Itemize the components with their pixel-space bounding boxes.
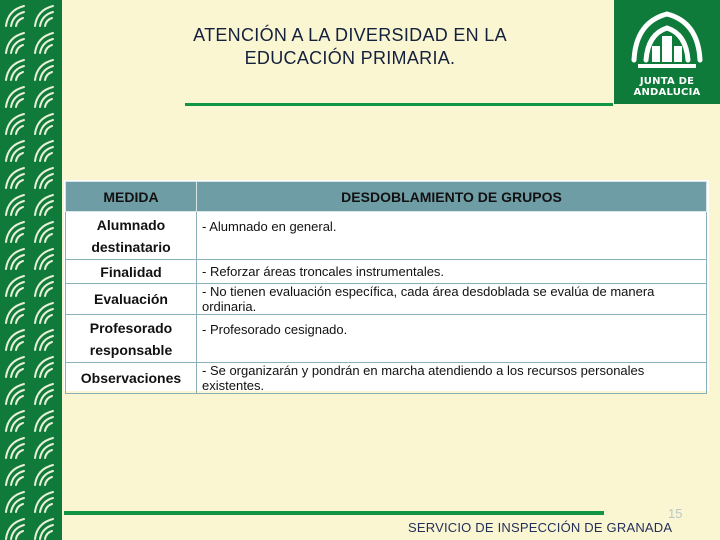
- header-medida: MEDIDA: [66, 182, 197, 212]
- title-divider: [185, 103, 613, 106]
- leaf-motif-icon: [35, 33, 53, 53]
- leaf-motif-icon: [35, 249, 53, 269]
- leaf-motif-icon: [6, 195, 24, 215]
- leaf-motif-icon: [6, 492, 24, 512]
- leaf-motif-icon: [35, 357, 53, 377]
- leaf-motif-icon: [6, 276, 24, 296]
- leaf-motif-icon: [35, 384, 53, 404]
- label-line: responsable: [89, 341, 173, 358]
- row-value-observaciones: - Se organizarán y pondrán en marcha atendiendo a los recursos personales existentes.: [197, 363, 707, 394]
- row-label-profesorado: [66, 315, 197, 363]
- table-header-row: [66, 182, 707, 212]
- leaf-motif-icon: [35, 303, 53, 323]
- label-line: Profesorado: [89, 319, 173, 336]
- row-label-alumnado: [66, 212, 197, 260]
- leaf-pattern: [0, 0, 62, 540]
- leaf-motif-icon: [6, 87, 24, 107]
- leaf-motif-icon: [35, 492, 53, 512]
- logo-text: JUNTA DE ANDALUCIA: [633, 76, 701, 98]
- row-value-evaluacion: - No tienen evaluación específica, cada área desdoblada se evalúa de manera ordinaria.: [197, 284, 707, 315]
- leaf-motif-icon: [6, 411, 24, 431]
- footer-divider: [64, 511, 604, 515]
- leaf-motif-icon: [6, 168, 24, 188]
- row-label-observaciones: Observaciones: [66, 363, 197, 394]
- leaf-motif-icon: [6, 60, 24, 80]
- leaf-motif-icon: [6, 330, 24, 350]
- left-decorative-band: [0, 0, 62, 540]
- page-number: 15: [668, 506, 683, 521]
- table-row: [66, 363, 707, 394]
- row-label-evaluacion: Evaluación: [66, 284, 197, 315]
- leaf-motif-icon: [6, 465, 24, 485]
- row-value-profesorado: - Profesorado cesignado.: [197, 315, 707, 363]
- leaf-motif-icon: [6, 519, 24, 539]
- leaf-motif-icon: [35, 168, 53, 188]
- leaf-motif-icon: [35, 114, 53, 134]
- table-row: [66, 260, 707, 284]
- row-value-alumnado: - Alumnado en general.: [197, 212, 707, 260]
- measure-table: [65, 181, 707, 394]
- leaf-motif-icon: [35, 195, 53, 215]
- leaf-motif-icon: [6, 438, 24, 458]
- table-row: [66, 315, 707, 363]
- leaf-motif-icon: [6, 222, 24, 242]
- leaf-motif-icon: [35, 60, 53, 80]
- label-line: Alumnado: [96, 216, 166, 233]
- leaf-motif-icon: [6, 249, 24, 269]
- leaf-motif-icon: [35, 276, 53, 296]
- page-title: [150, 24, 550, 70]
- leaf-motif-icon: [35, 6, 53, 26]
- leaf-motif-icon: [35, 87, 53, 107]
- leaf-motif-icon: [6, 114, 24, 134]
- title-line-1: ATENCIÓN A LA DIVERSIDAD EN LA: [193, 25, 507, 45]
- footer-text: SERVICIO DE INSPECCIÓN DE GRANADA: [408, 520, 673, 535]
- measure-table-panel: [64, 180, 709, 391]
- leaf-motif-icon: [35, 519, 53, 539]
- leaf-motif-icon: [35, 465, 53, 485]
- leaf-motif-icon: [6, 141, 24, 161]
- junta-de-andalucia-emblem-icon: [614, 0, 720, 76]
- leaf-motif-icon: [6, 6, 24, 26]
- title-line-2: EDUCACIÓN PRIMARIA.: [244, 48, 456, 68]
- leaf-motif-icon: [6, 384, 24, 404]
- leaf-motif-icon: [35, 141, 53, 161]
- leaf-motif-icon: [35, 330, 53, 350]
- leaf-motif-icon: [35, 438, 53, 458]
- label-line: destinatario: [91, 238, 171, 255]
- header-desdoblamiento: DESDOBLAMIENTO DE GRUPOS: [197, 182, 707, 212]
- logo: [614, 0, 720, 104]
- row-label-finalidad: Finalidad: [66, 260, 197, 284]
- leaf-motif-icon: [6, 357, 24, 377]
- table-row: [66, 212, 707, 260]
- leaf-motif-icon: [35, 222, 53, 242]
- leaf-motif-icon: [35, 411, 53, 431]
- leaf-motif-icon: [6, 303, 24, 323]
- leaf-motif-icon: [6, 33, 24, 53]
- row-value-finalidad: - Reforzar áreas troncales instrumentales.: [197, 260, 707, 284]
- table-row: [66, 284, 707, 315]
